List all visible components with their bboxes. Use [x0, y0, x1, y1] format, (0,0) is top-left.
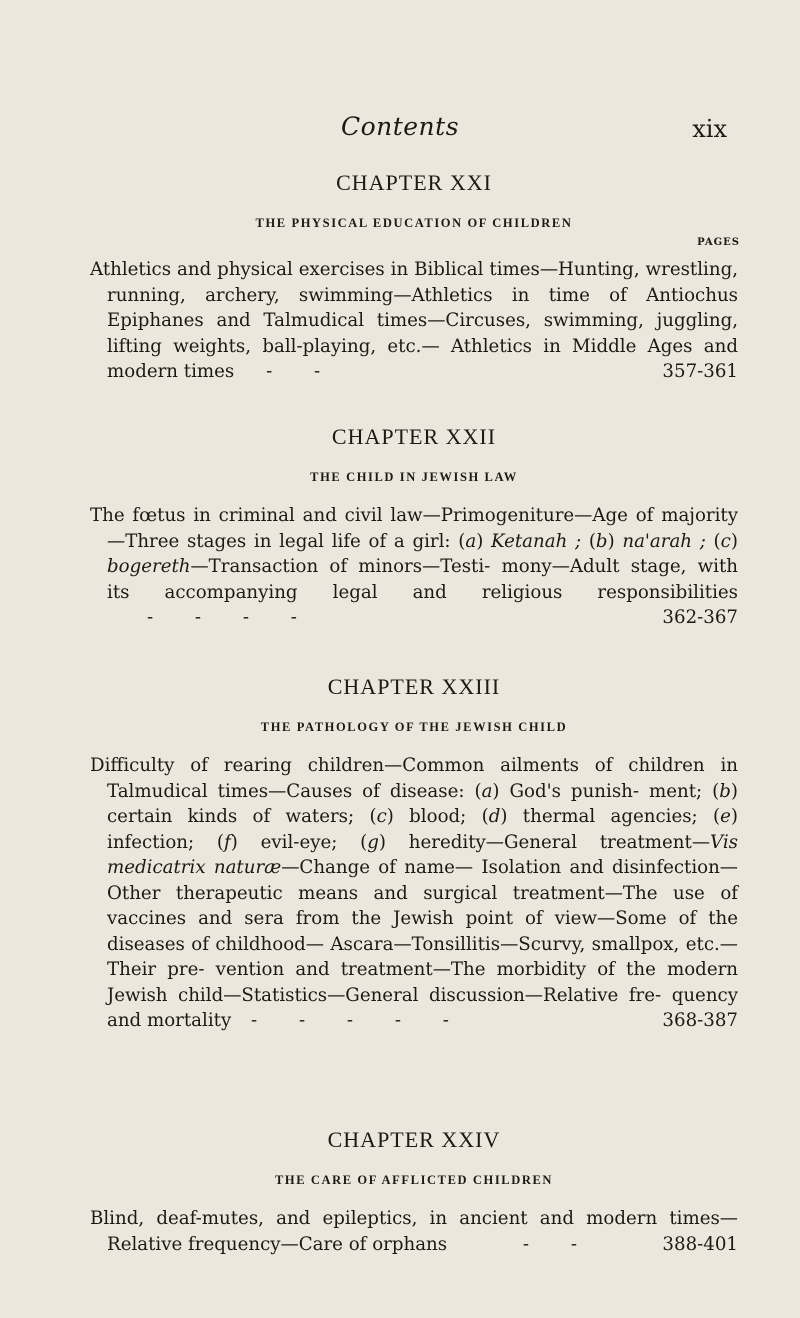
summary-text: bogereth [107, 556, 191, 577]
summary-text: f [224, 831, 231, 853]
chapter-summary [90, 503, 738, 631]
summary-text: g [367, 831, 379, 853]
page-range: 362-367 [662, 607, 738, 628]
chapter-subtitle: THE PHYSICAL EDUCATION OF CHILDREN [255, 216, 573, 230]
chapter-subtitle: THE PATHOLOGY OF THE JEWISH CHILD [260, 720, 568, 734]
summary-text: c [376, 806, 387, 827]
summary-text: a [465, 530, 477, 552]
summary-text: e [720, 806, 731, 827]
summary-text: b [595, 530, 608, 552]
summary-text: ) God's punish- ment; ( [492, 780, 720, 802]
summary-text: na'arah ; [622, 530, 706, 552]
page-range: 368-387 [662, 1010, 738, 1031]
chapter-heading: CHAPTER XXIV [327, 1127, 501, 1152]
summary-text: —Change of name— Isolation and disinfection—Other therapeutic means and surgical treatment—The use of vaccines and sera from the Jewish point of view—Some of the diseases of childhood— Ascara—Tonsillitis—Scurvy, smallpox, etc.—Their pre- vention and treatment—The morbidity of the modern Jewish child—Statistics—General discussion—Relative fre- quency and mortality [107, 857, 738, 1031]
summary-text: Blind, deaf-mutes, and epileptics, in ancient and modern times— Relative frequency—Care of orphans [90, 1208, 738, 1255]
chapter-summary [90, 753, 738, 1034]
chapter-summary [90, 1206, 738, 1257]
summary-text: —Transaction of minors—Testi- mony—Adult stage, with its accompanying legal and religious responsibilities [107, 556, 738, 603]
leader-dots: - - [522, 1233, 595, 1255]
summary-text: Ketanah ; [491, 530, 582, 552]
chapter-subtitle: THE CARE OF AFFLICTED CHILDREN [274, 1173, 554, 1187]
chapter-subtitle: THE CHILD IN JEWISH LAW [310, 470, 518, 484]
leader-dots: - - - - [147, 607, 315, 628]
chapter-24 [90, 1127, 738, 1257]
summary-text: ) heredity—General treatment— [378, 831, 711, 853]
chapter-heading: CHAPTER XXI [336, 170, 492, 195]
chapter-21 [90, 170, 738, 385]
page-range: 357-361 [662, 361, 738, 382]
summary-text: ) blood; ( [386, 806, 489, 827]
summary-text: ) [607, 530, 623, 552]
summary-text: d [488, 806, 501, 827]
summary-text: a [481, 780, 493, 802]
summary-text: ) evil-eye; ( [230, 831, 368, 853]
chapter-heading: CHAPTER XXII [331, 424, 497, 449]
pages-column-label: PAGES [697, 237, 740, 248]
summary-text: c [720, 530, 731, 552]
summary-text: ) certain kinds of waters; ( [107, 780, 739, 827]
summary-text: Vis medicatrix naturæ [107, 831, 738, 878]
summary-text: ) [476, 530, 491, 552]
page-number: xix [692, 115, 727, 143]
summary-text: The fœtus in criminal and civil law—Primogeniture—Age of majority—Three stages in legal life of a girl: ( [90, 505, 738, 552]
leader-dots: - - [266, 361, 339, 382]
chapter-22 [90, 424, 738, 631]
summary-text: ) [730, 530, 738, 552]
summary-text: Difficulty of rearing children—Common ailments of children in Talmudical times—Causes of disease: ( [90, 755, 738, 802]
summary-text: ) thermal agencies; ( [500, 806, 721, 827]
page-range: 388-401 [662, 1233, 738, 1255]
summary-text: ) infection; ( [107, 806, 738, 853]
chapter-heading: CHAPTER XXIII [327, 674, 501, 699]
summary-text: b [719, 780, 731, 802]
summary-text: Athletics and physical exercises in Biblical times—Hunting, wrestling, running, archery, swimming—Athletics in time of Antiochus Epiphanes and Talmudical times—Circuses, swimming, juggling, lifting weights, ball-playing, etc.— Athletics in Middle Ages and modern times [90, 259, 738, 382]
summary-text: ( [581, 530, 596, 552]
leader-dots: - - - - - [251, 1010, 467, 1031]
running-head-title: Contents [340, 112, 460, 141]
chapter-23 [90, 674, 738, 1034]
summary-text: ( [705, 530, 721, 552]
chapter-summary [90, 257, 738, 385]
running-head [0, 112, 800, 152]
